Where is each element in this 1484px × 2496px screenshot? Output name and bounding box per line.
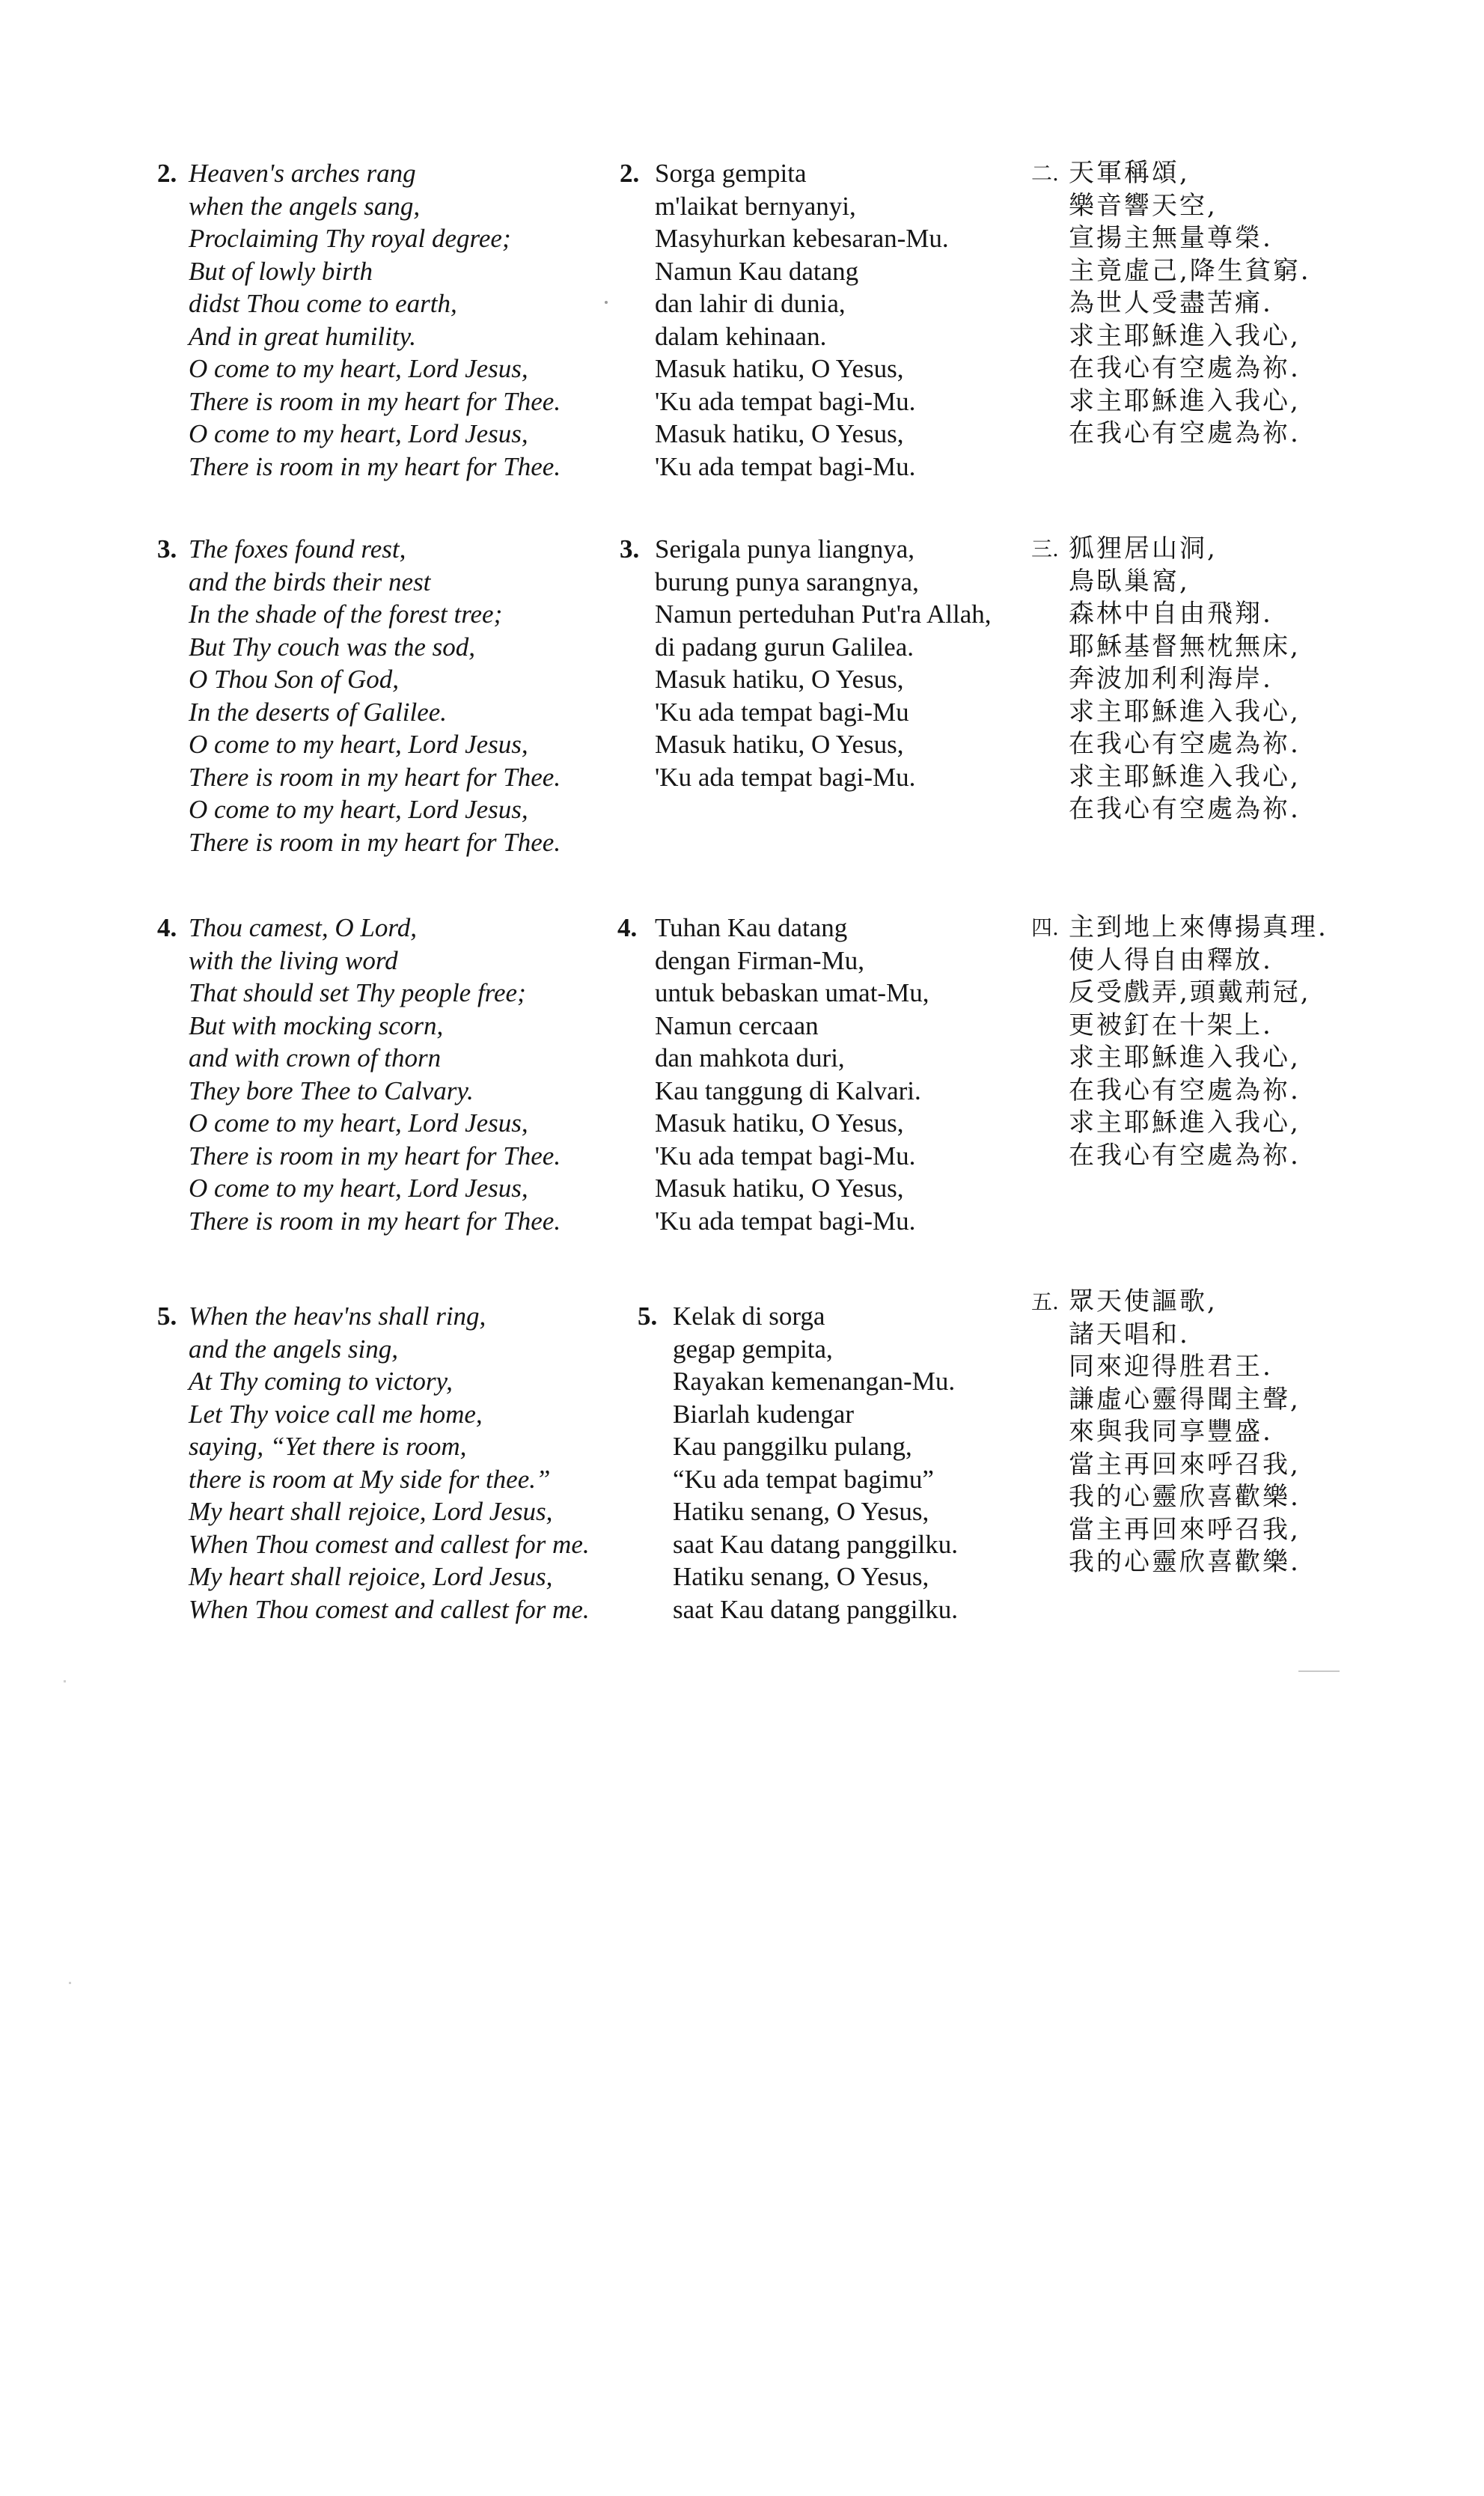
verse-line: In the shade of the forest tree; <box>189 599 503 629</box>
verse-line: dan mahkota duri, <box>655 1043 845 1072</box>
indonesian-verse-number: 3. <box>620 534 640 564</box>
verse-line: dan lahir di dunia, <box>655 289 846 318</box>
verse-line: There is room in my heart for Thee. <box>189 1206 561 1236</box>
verse-line: Masuk hatiku, O Yesus, <box>655 665 904 694</box>
english-verse-3 <box>189 533 561 858</box>
verse-line: saat Kau datang panggilku. <box>673 1594 959 1624</box>
verse-line: 使人得自由釋放. <box>1069 945 1273 975</box>
verse-line: “Ku ada tempat bagimu” <box>673 1464 934 1494</box>
verse-line: When the heav'ns shall ring, <box>189 1302 486 1331</box>
verse-line: Rayakan kemenangan-Mu. <box>673 1367 956 1396</box>
verse-line: O Thou Son of God, <box>189 665 399 694</box>
verse-line: 當主再回來呼召我, <box>1069 1514 1301 1545</box>
verse-line: That should set Thy people free; <box>189 978 526 1007</box>
chinese-verse-number: 三. <box>1031 537 1059 561</box>
verse-line: 在我心有空處為祢. <box>1069 794 1301 824</box>
verse-line: They bore Thee to Calvary. <box>189 1075 474 1105</box>
verse-line: Namun perteduhan Put'ra Allah, <box>655 599 992 629</box>
chinese-verse-5 <box>1069 1286 1301 1579</box>
verse-line: O come to my heart, Lord Jesus, <box>189 419 528 448</box>
verse-line: burung punya sarangnya, <box>655 567 919 596</box>
verse-line: O come to my heart, Lord Jesus, <box>189 1174 528 1203</box>
verse-line: m'laikat bernyanyi, <box>655 191 856 221</box>
verse-line: My heart shall rejoice, Lord Jesus, <box>189 1562 553 1591</box>
verse-line: 為世人受盡苦痛. <box>1069 288 1273 318</box>
verse-line: Kau tanggung di Kalvari. <box>655 1075 921 1105</box>
verse-line: 森林中自由飛翔. <box>1069 599 1273 629</box>
verse-line: Masyhurkan kebesaran-Mu. <box>655 224 949 253</box>
verse-line: There is room in my heart for Thee. <box>189 1141 561 1171</box>
indonesian-verse-2 <box>655 157 949 483</box>
verse-line: When Thou comest and callest for me. <box>189 1594 590 1624</box>
verse-line: When Thou comest and callest for me. <box>189 1529 590 1559</box>
verse-line: 鳥臥巢窩, <box>1069 566 1190 596</box>
verse-line: Heaven's arches rang <box>189 159 416 188</box>
verse-line: 求主耶穌進入我心, <box>1069 320 1301 351</box>
verse-line: there is room at My side for thee.” <box>189 1464 551 1494</box>
chinese-verse-3 <box>1069 533 1301 826</box>
english-verse-number: 4. <box>157 913 177 942</box>
english-verse-2 <box>189 157 561 483</box>
verse-line: O come to my heart, Lord Jesus, <box>189 795 528 824</box>
chinese-verse-number: 四. <box>1031 915 1059 940</box>
verse-line: 來與我同享豐盛. <box>1069 1417 1273 1447</box>
verse-line: 諸天唱和. <box>1069 1319 1190 1349</box>
verse-line: 眾天使謳歌, <box>1069 1287 1218 1316</box>
indonesian-verse-number: 4. <box>617 913 638 942</box>
indonesian-verse-number: 5. <box>638 1302 658 1331</box>
indonesian-verse-5 <box>673 1300 958 1626</box>
verse-line: There is room in my heart for Thee. <box>189 827 561 857</box>
english-verse-5 <box>189 1300 590 1626</box>
verse-line: 狐狸居山洞, <box>1069 534 1218 564</box>
verse-line: 'Ku ada tempat bagi-Mu. <box>655 386 916 416</box>
verse-line: 樂音響天空, <box>1069 190 1218 221</box>
verse-line: and the birds their nest <box>189 567 431 596</box>
verse-line: 'Ku ada tempat bagi-Mu. <box>655 762 916 792</box>
chinese-verse-number: 五. <box>1031 1290 1059 1314</box>
verse-line: But Thy couch was the sod, <box>189 632 476 662</box>
verse-line: untuk bebaskan umat-Mu, <box>655 978 929 1007</box>
verse-line: 我的心靈欣喜歡樂. <box>1069 1547 1301 1577</box>
verse-line: Masuk hatiku, O Yesus, <box>655 419 904 448</box>
verse-line: 當主再回來呼召我, <box>1069 1449 1301 1480</box>
verse-line: Serigala punya liangnya, <box>655 534 914 564</box>
verse-line: O come to my heart, Lord Jesus, <box>189 354 528 383</box>
verse-line: But of lowly birth <box>189 256 373 286</box>
verse-line: O come to my heart, Lord Jesus, <box>189 730 528 759</box>
verse-line: Let Thy voice call me home, <box>189 1399 483 1429</box>
verse-line: and with crown of thorn <box>189 1043 442 1072</box>
verse-line: 在我心有空處為祢. <box>1069 418 1301 448</box>
verse-line: 'Ku ada tempat bagi-Mu <box>655 697 909 727</box>
verse-line: Tuhan Kau datang <box>655 913 848 942</box>
scan-speck <box>605 301 608 304</box>
verse-line: O come to my heart, Lord Jesus, <box>189 1108 528 1138</box>
verse-line: and the angels sing, <box>189 1334 398 1364</box>
indonesian-verse-4 <box>655 912 929 1237</box>
verse-line: But with mocking scorn, <box>189 1010 444 1040</box>
verse-line: saat Kau datang panggilku. <box>673 1529 959 1559</box>
verse-line: 求主耶穌進入我心, <box>1069 385 1301 416</box>
english-verse-number: 2. <box>157 159 177 188</box>
verse-line: dalam kehinaan. <box>655 321 827 351</box>
verse-line: Biarlah kudengar <box>673 1399 854 1429</box>
verse-line: Kau panggilku pulang, <box>673 1432 912 1461</box>
verse-line: saying, “Yet there is room, <box>189 1432 467 1461</box>
verse-line: Thou camest, O Lord, <box>189 913 417 942</box>
verse-line: 耶穌基督無枕無床, <box>1069 631 1301 662</box>
verse-line: 更被釘在十架上. <box>1069 1010 1273 1040</box>
verse-line: dengan Firman-Mu, <box>655 945 864 975</box>
verse-line: gegap gempita, <box>673 1334 833 1364</box>
verse-line: There is room in my heart for Thee. <box>189 762 561 792</box>
verse-line: 宣揚主無量尊榮. <box>1069 223 1273 253</box>
scan-speck <box>69 1982 71 1984</box>
verse-line: 在我心有空處為祢. <box>1069 1075 1301 1105</box>
verse-line: 天軍稱頌, <box>1069 158 1190 188</box>
indonesian-verse-number: 2. <box>620 159 640 188</box>
verse-line: didst Thou come to earth, <box>189 289 457 318</box>
verse-line: Kelak di sorga <box>673 1302 825 1331</box>
verse-line: Masuk hatiku, O Yesus, <box>655 1108 904 1138</box>
verse-line: 'Ku ada tempat bagi-Mu. <box>655 1141 916 1171</box>
verse-line: 主竟虛己,降生貧窮. <box>1069 255 1311 286</box>
verse-line: Sorga gempita <box>655 159 807 188</box>
chinese-verse-4 <box>1069 912 1328 1172</box>
verse-line: 奔波加利利海岸. <box>1069 664 1273 694</box>
verse-line: when the angels sang, <box>189 191 421 221</box>
verse-line: Namun cercaan <box>655 1010 819 1040</box>
verse-line: My heart shall rejoice, Lord Jesus, <box>189 1497 553 1526</box>
verse-line: 謙虛心靈得聞主聲, <box>1069 1384 1301 1415</box>
verse-line: 求主耶穌進入我心, <box>1069 1108 1301 1138</box>
verse-line: 反受戲弄,頭戴荊冠, <box>1069 977 1311 1007</box>
verse-line: 在我心有空處為祢. <box>1069 353 1301 383</box>
verse-line: Proclaiming Thy royal degree; <box>189 224 511 253</box>
verse-line: Namun Kau datang <box>655 256 859 286</box>
verse-line: In the deserts of Galilee. <box>189 697 448 727</box>
verse-line: 主到地上來傳揚真理. <box>1069 912 1328 942</box>
verse-line: 我的心靈欣喜歡樂. <box>1069 1482 1301 1512</box>
english-verse-number: 5. <box>157 1302 177 1331</box>
english-verse-number: 3. <box>157 534 177 564</box>
english-verse-4 <box>189 912 561 1237</box>
verse-line: And in great humility. <box>189 321 416 351</box>
verse-line: Masuk hatiku, O Yesus, <box>655 730 904 759</box>
verse-line: 求主耶穌進入我心, <box>1069 1043 1301 1072</box>
verse-line: Hatiku senang, O Yesus, <box>673 1562 929 1591</box>
scan-speck <box>64 1680 66 1682</box>
verse-line: 求主耶穌進入我心, <box>1069 761 1301 792</box>
verse-line: At Thy coming to victory, <box>189 1367 453 1396</box>
chinese-verse-2 <box>1069 157 1311 451</box>
verse-line: with the living word <box>189 945 398 975</box>
verse-line: Masuk hatiku, O Yesus, <box>655 1174 904 1203</box>
scan-dash <box>1298 1670 1340 1672</box>
verse-line: Masuk hatiku, O Yesus, <box>655 354 904 383</box>
indonesian-verse-3 <box>655 533 992 793</box>
verse-line: There is room in my heart for Thee. <box>189 451 561 481</box>
verse-line: di padang gurun Galilea. <box>655 632 914 662</box>
verse-line: 在我心有空處為祢. <box>1069 1140 1301 1171</box>
verse-line: Hatiku senang, O Yesus, <box>673 1497 929 1526</box>
verse-line: 'Ku ada tempat bagi-Mu. <box>655 1206 916 1236</box>
verse-line: The foxes found rest, <box>189 534 406 564</box>
verse-line: 求主耶穌進入我心, <box>1069 696 1301 727</box>
verse-line: There is room in my heart for Thee. <box>189 386 561 416</box>
verse-line: 同來迎得胜君王. <box>1069 1352 1273 1382</box>
verse-line: 在我心有空處為祢. <box>1069 729 1301 759</box>
chinese-verse-number: 二. <box>1031 161 1059 186</box>
verse-line: 'Ku ada tempat bagi-Mu. <box>655 451 916 481</box>
